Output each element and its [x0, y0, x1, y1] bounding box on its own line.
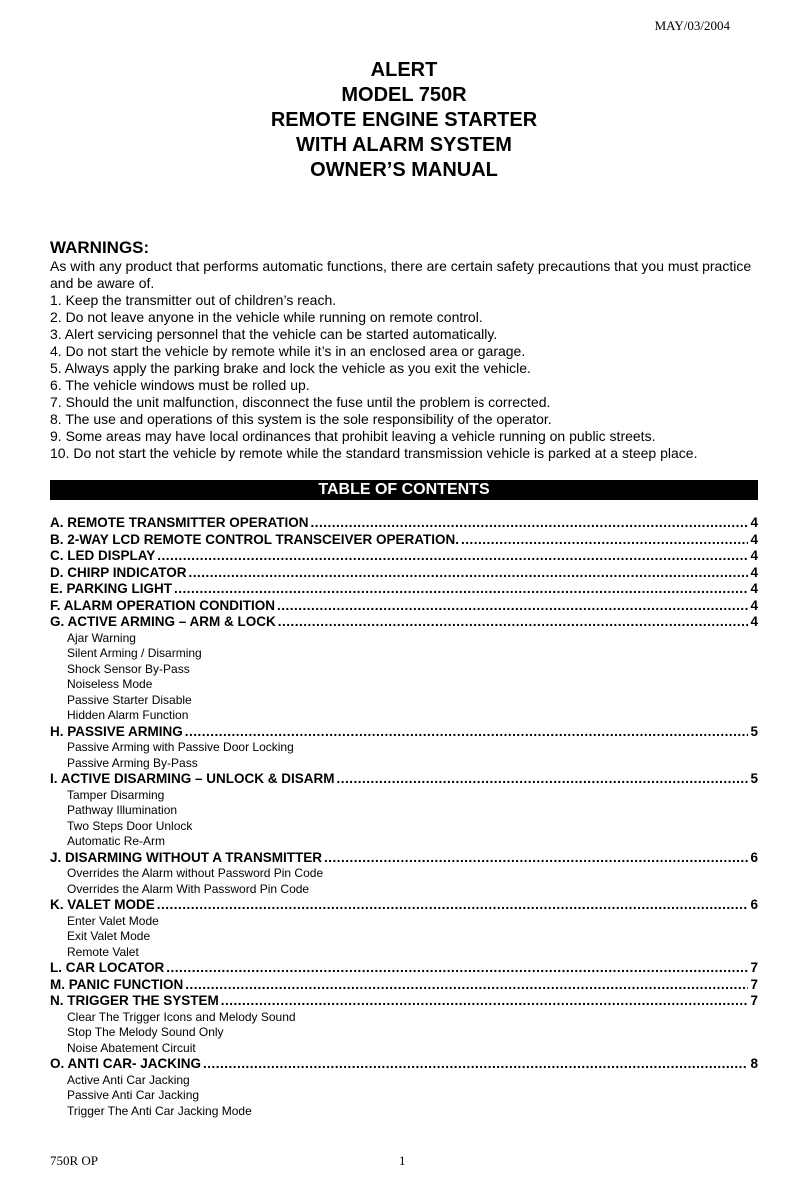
toc-leader-dots: [311, 515, 749, 532]
toc-leader-dots: [278, 614, 749, 631]
toc-leader-dots: [277, 598, 748, 615]
warnings-intro: As with any product that performs automatic functions, there are certain safety precautions that you must practice and be aware of.: [50, 258, 752, 291]
toc-entry-label: Overrides the Alarm With Password Pin Code: [67, 881, 310, 896]
warning-item: 6. The vehicle windows must be rolled up.: [50, 377, 310, 393]
toc-entry: [50, 614, 758, 631]
toc-entry-label: Shock Sensor By-Pass: [67, 661, 190, 676]
toc-subentry: [50, 945, 758, 961]
toc-subentry: [50, 1073, 758, 1089]
toc-subentry: [50, 1041, 758, 1057]
warnings-heading: WARNINGS:: [50, 238, 150, 257]
toc-entry-label: A. REMOTE TRANSMITTER OPERATION: [50, 515, 309, 530]
title-line: OWNER’S MANUAL: [310, 159, 498, 181]
toc-entry-page: 6: [750, 849, 758, 865]
footer-page-number: 1: [399, 1153, 406, 1168]
toc-entry-page: 6: [750, 897, 758, 912]
toc-entry-label: Stop The Melody Sound Only: [67, 1025, 224, 1039]
toc-entry-label: Noise Abatement Circuit: [67, 1040, 196, 1055]
title-line: WITH ALARM SYSTEM: [296, 134, 512, 156]
toc-list: [50, 515, 758, 1119]
toc-entry: [50, 724, 758, 741]
toc-entry: [50, 960, 758, 977]
toc-entry-label: O. ANTI CAR- JACKING: [50, 1056, 201, 1071]
toc-entry: [50, 581, 758, 598]
toc-entry-label: J. DISARMING WITHOUT A TRANSMITTER: [50, 849, 322, 865]
toc-entry-label: N. TRIGGER THE SYSTEM: [50, 993, 219, 1008]
toc-leader-dots: [185, 724, 749, 741]
toc-entry-page: 4: [750, 531, 758, 547]
toc-entry: [50, 532, 758, 549]
toc-entry-label: Noiseless Mode: [67, 677, 153, 691]
toc-entry-page: 7: [750, 976, 758, 992]
toc-entry-page: 4: [750, 515, 758, 530]
toc-entry: [50, 565, 758, 582]
toc-subentry: [50, 1025, 758, 1041]
toc-entry-page: 7: [750, 993, 758, 1008]
toc-entry-label: Remote Valet: [67, 944, 139, 959]
toc-entry-page: 5: [750, 771, 758, 786]
toc-entry-label: Two Steps Door Unlock: [67, 818, 193, 833]
toc-subentry: [50, 803, 758, 819]
toc-subentry: [50, 819, 758, 835]
warning-item: 9. Some areas may have local ordinances that prohibit leaving a vehicle running on public streets.: [50, 428, 656, 444]
toc-leader-dots: [461, 532, 748, 549]
document-date: MAY/03/2004: [654, 18, 730, 33]
toc-entry-label: B. 2-WAY LCD REMOTE CONTROL TRANSCEIVER OPERATION.: [50, 531, 460, 547]
toc-entry-label: F. ALARM OPERATION CONDITION: [50, 597, 275, 613]
toc-subentry: [50, 631, 758, 647]
toc-entry: [50, 771, 758, 788]
toc-subentry: [50, 756, 758, 772]
toc-leader-dots: [189, 565, 749, 582]
warning-item: 2. Do not leave anyone in the vehicle while running on remote control.: [50, 309, 483, 325]
warning-item: 3. Alert servicing personnel that the vehicle can be started automatically.: [50, 326, 498, 342]
toc-entry-label: Exit Valet Mode: [67, 929, 151, 943]
toc-subentry: [50, 740, 758, 756]
toc-leader-dots: [166, 960, 748, 977]
toc-entry-label: C. LED DISPLAY: [50, 548, 156, 563]
warnings-section: [50, 238, 758, 462]
warning-item: 5. Always apply the parking brake and lock the vehicle as you exit the vehicle.: [50, 360, 531, 376]
toc-entry-label: M. PANIC FUNCTION: [50, 976, 184, 992]
toc-entry-label: Automatic Re-Arm: [67, 834, 166, 848]
toc-entry: [50, 1056, 758, 1073]
toc-entry-label: Overrides the Alarm without Password Pin Code: [67, 866, 324, 880]
toc-entry-label: L. CAR LOCATOR: [50, 960, 165, 975]
title-line: MODEL 750R: [341, 84, 467, 106]
toc-entry-page: 7: [750, 960, 758, 975]
toc-entry-label: Passive Arming with Passive Door Locking: [67, 740, 294, 754]
toc-entry-label: Hidden Alarm Function: [67, 708, 189, 722]
toc-subentry: [50, 708, 758, 724]
toc-entry: [50, 548, 758, 565]
toc-subentry: [50, 677, 758, 693]
toc-leader-dots: [337, 771, 749, 788]
toc-entry-label: Passive Anti Car Jacking: [67, 1088, 200, 1102]
toc-subentry: [50, 882, 758, 898]
toc-entry-page: 4: [750, 581, 758, 596]
toc-entry-label: Passive Arming By-Pass: [67, 755, 198, 770]
toc-leader-dots: [203, 1056, 748, 1073]
toc-entry-page: 5: [750, 723, 758, 739]
toc-entry-page: 4: [750, 564, 758, 580]
toc-leader-dots: [324, 850, 749, 867]
warning-item: 7. Should the unit malfunction, disconnect the fuse until the problem is corrected.: [50, 394, 551, 410]
warnings-list: [50, 292, 758, 462]
document-title: [0, 58, 808, 183]
title-line: ALERT: [370, 59, 438, 81]
toc-entry-label: I. ACTIVE DISARMING – UNLOCK & DISARM: [50, 771, 335, 786]
warning-item: 4. Do not start the vehicle by remote while it’s in an enclosed area or garage.: [50, 343, 526, 359]
toc-entry-label: G. ACTIVE ARMING – ARM & LOCK: [50, 614, 276, 629]
toc-entry-label: Pathway Illumination: [67, 803, 178, 817]
toc-subentry: [50, 662, 758, 678]
toc-subentry: [50, 914, 758, 930]
toc-leader-dots: [185, 977, 748, 994]
toc-entry-label: Enter Valet Mode: [67, 913, 159, 928]
toc-entry-label: Tamper Disarming: [67, 787, 165, 802]
toc-subentry: [50, 693, 758, 709]
footer-doc-code: 750R OP: [50, 1153, 99, 1168]
toc-leader-dots: [174, 581, 748, 598]
toc-entry: [50, 515, 758, 532]
toc-subentry: [50, 929, 758, 945]
toc-entry-page: 4: [750, 614, 758, 629]
toc-subentry: [50, 788, 758, 804]
toc-entry: [50, 977, 758, 994]
toc-subentry: [50, 866, 758, 882]
toc-entry: [50, 993, 758, 1010]
toc-entry-page: 4: [750, 548, 758, 563]
toc-subentry: [50, 1010, 758, 1026]
toc-subentry: [50, 834, 758, 850]
toc-subentry: [50, 1088, 758, 1104]
toc-subentry: [50, 1104, 758, 1120]
toc-entry-label: Passive Starter Disable: [67, 692, 192, 707]
toc-entry-label: E. PARKING LIGHT: [50, 581, 173, 596]
toc-entry-label: Clear The Trigger Icons and Melody Sound: [67, 1009, 296, 1024]
toc-entry-page: 8: [750, 1056, 758, 1071]
toc-entry: [50, 897, 758, 914]
warning-item: 1. Keep the transmitter out of children’s reach.: [50, 292, 337, 308]
toc-entry-label: D. CHIRP INDICATOR: [50, 564, 187, 580]
toc-entry-label: H. PASSIVE ARMING: [50, 723, 183, 739]
toc-leader-dots: [221, 993, 749, 1010]
toc-entry-label: Trigger The Anti Car Jacking Mode: [67, 1103, 252, 1118]
warning-item: 8. The use and operations of this system is the sole responsibility of the operator.: [50, 411, 552, 427]
toc-entry-label: Active Anti Car Jacking: [67, 1072, 190, 1087]
toc-entry: [50, 598, 758, 615]
toc-entry-page: 4: [750, 597, 758, 613]
warning-item: 10. Do not start the vehicle by remote while the standard transmission vehicle is parked at a steep place.: [50, 445, 698, 461]
toc-entry-label: K. VALET MODE: [50, 897, 155, 912]
toc-heading: TABLE OF CONTENTS: [50, 480, 758, 500]
toc-leader-dots: [157, 897, 749, 914]
toc-entry-label: Silent Arming / Disarming: [67, 646, 202, 660]
toc-leader-dots: [157, 548, 748, 565]
title-line: REMOTE ENGINE STARTER: [270, 109, 538, 131]
toc-entry: [50, 850, 758, 867]
toc-entry-label: Ajar Warning: [67, 630, 136, 645]
toc-subentry: [50, 646, 758, 662]
